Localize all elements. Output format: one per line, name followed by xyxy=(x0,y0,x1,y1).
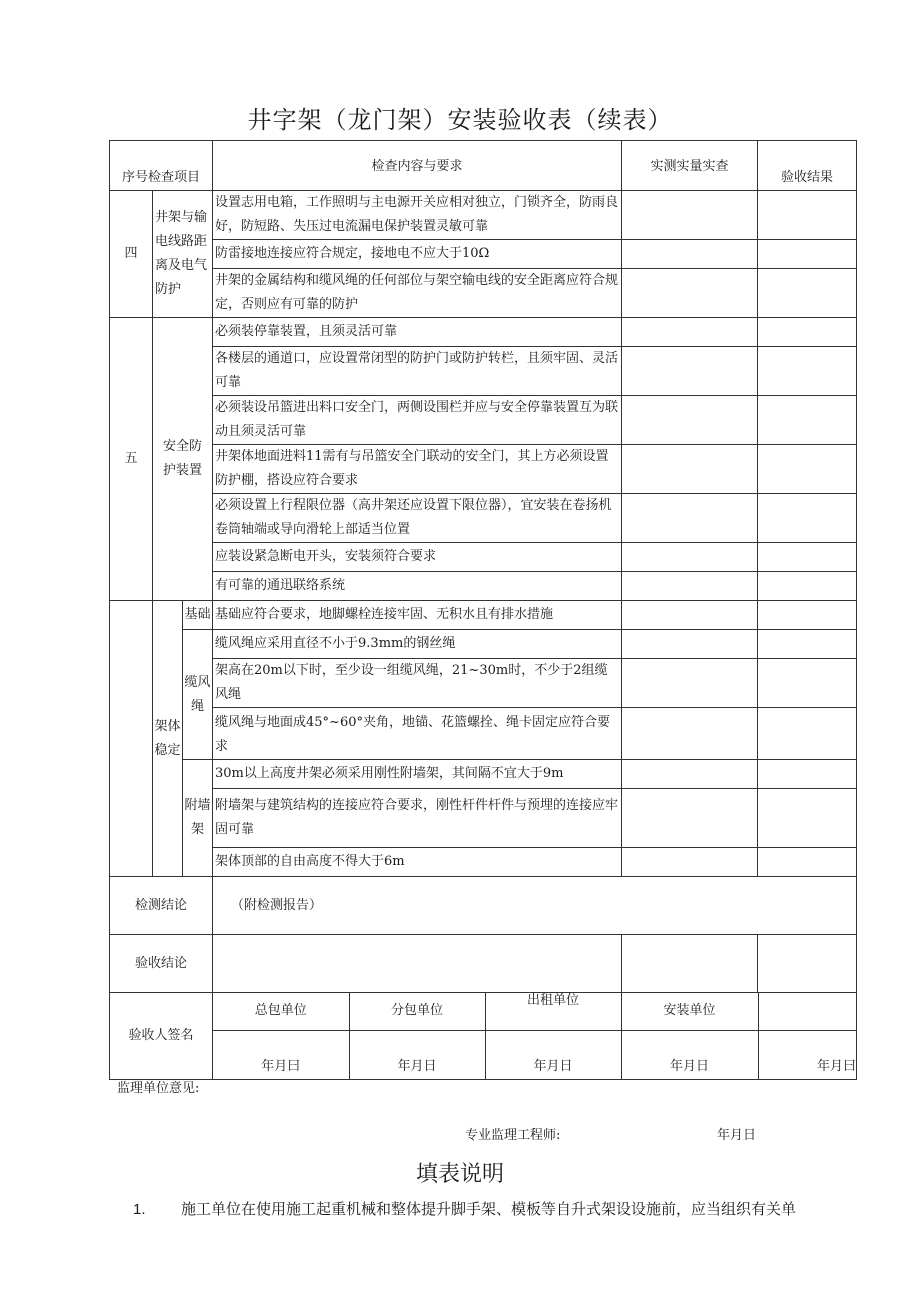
signature-date-1[interactable]: 年月曰 xyxy=(213,1030,349,1079)
detection-label: 检测结论 xyxy=(110,877,213,935)
header-seq-item xyxy=(110,141,213,191)
measured-cell[interactable] xyxy=(622,708,758,760)
measured-cell[interactable] xyxy=(622,543,758,572)
section5-row-7: 有可靠的通迅联络系统 xyxy=(213,572,622,601)
unit-general-contractor: 总包单位 xyxy=(213,993,349,1030)
section4-row-3: 井架的金属结构和缆风绳的任何部位与架空输电线的安全距离应符合规定，否则应有可靠的防护 xyxy=(213,269,622,318)
result-cell[interactable] xyxy=(758,601,857,630)
detection-row xyxy=(110,877,857,935)
acceptance-form-table xyxy=(109,140,857,1080)
table-row xyxy=(110,601,857,630)
section5-row-2: 各楼层的通道口，应设置常闭型的防护门或防护转栏，且须牢固、灵活可靠 xyxy=(213,347,622,396)
measured-cell[interactable] xyxy=(622,318,758,347)
signature-label-cell xyxy=(110,993,213,1080)
unit-installation: 安装单位 xyxy=(621,993,758,1030)
result-cell[interactable] xyxy=(758,708,857,760)
cable-row-3: 缆风绳与地面成45°~60°夹角，地锚、花篮螺拴、绳卡固定应符合要求 xyxy=(213,708,622,760)
result-cell[interactable] xyxy=(758,240,857,269)
wall-row-2: 附墙架与建筑结构的连接应符合要求，刚性杆件杆件与预埋的连接应牢固可靠 xyxy=(213,789,622,848)
section4-row-1: 设置志用电箱，工作照明与主电源开关应相对独立，门锁齐全，防雨良好，防短路、失压过电流漏电保护装置灵敏可靠 xyxy=(213,191,622,240)
table-row xyxy=(110,708,857,760)
note-item-1 xyxy=(133,1198,796,1219)
section4-seq: 四 xyxy=(110,191,153,318)
result-cell[interactable] xyxy=(758,572,857,601)
notes-title: 填表说明 xyxy=(415,1162,504,1187)
section4-row-2: 防雷接地连接应符合规定，接地电不应大于10Ω xyxy=(213,240,622,269)
table-row xyxy=(110,760,857,789)
section6-seq xyxy=(110,601,153,877)
table-row xyxy=(110,848,857,877)
acceptance-value[interactable] xyxy=(213,935,622,993)
signature-date-3[interactable]: 年月日 xyxy=(485,1030,621,1079)
measured-cell[interactable] xyxy=(622,396,758,445)
table-row xyxy=(110,572,857,601)
table-row xyxy=(110,191,857,240)
acceptance-label: 验收结论 xyxy=(110,935,213,993)
measured-cell[interactable] xyxy=(622,494,758,543)
note-item-1-number: 1. xyxy=(133,1201,146,1218)
measured-cell[interactable] xyxy=(622,601,758,630)
result-cell[interactable] xyxy=(758,848,857,877)
result-cell[interactable] xyxy=(758,191,857,240)
table-row xyxy=(110,269,857,318)
supervision-opinion: 监理单位意见: xyxy=(117,1081,200,1096)
page-title: 井字架（龙门架）安装验收表（续表） xyxy=(247,106,673,134)
cable-row-2: 架高在20m以下时，至少设一组缆风绳，21~30m时，不少于2组缆风绳 xyxy=(213,659,622,708)
section5-row-6: 应装设紧急断电开头，安装须符合要求 xyxy=(213,543,622,572)
wall-label: 附墙架 xyxy=(183,760,213,877)
unit-subcontractor: 分包单位 xyxy=(349,993,485,1030)
header-result: 验收结果 xyxy=(758,141,857,191)
header-content: 检查内容与要求 xyxy=(213,141,622,191)
table-row xyxy=(110,347,857,396)
unit-blank xyxy=(758,993,857,1030)
section5-row-4: 井架体地面进料11需有与吊篮安全门联动的安全门，其上方必须设置防护棚，搭设应符合要求 xyxy=(213,445,622,494)
acceptance-row xyxy=(110,935,857,993)
result-cell[interactable] xyxy=(758,760,857,789)
wall-row-3: 架体顶部的自由高度不得大于6m xyxy=(213,848,622,877)
wall-row-1: 30m以上高度井架必须采用刚性附墙架，其间隔不宜大于9m xyxy=(213,760,622,789)
note-item-1-text: 施工单位在使用施工起重机械和整体提升脚手架、模板等自升式架设设施前，应当组织有关单 xyxy=(181,1200,797,1218)
result-cell[interactable] xyxy=(758,494,857,543)
measured-cell[interactable] xyxy=(622,445,758,494)
measured-cell[interactable] xyxy=(622,269,758,318)
table-row xyxy=(110,445,857,494)
section5-seq: 五 xyxy=(110,318,153,601)
result-cell[interactable] xyxy=(758,396,857,445)
foundation-label: 基础 xyxy=(183,601,213,630)
signature-grid xyxy=(213,993,857,1079)
signature-label: 验收人签名 xyxy=(128,1028,194,1043)
table-row xyxy=(110,396,857,445)
signature-date-2[interactable]: 年月日 xyxy=(349,1030,485,1079)
result-cell[interactable] xyxy=(758,630,857,659)
foundation-row: 基础应符合要求，地脚螺栓连接牢固、无积水且有排水措施 xyxy=(213,601,622,630)
header-measured: 实测实量实查 xyxy=(622,141,758,191)
section5-item: 安全防护装置 xyxy=(153,318,213,601)
table-row xyxy=(110,659,857,708)
header-item: 检查项目 xyxy=(148,170,201,185)
unit-rental: 出租单位 xyxy=(485,993,621,1030)
table-row xyxy=(110,240,857,269)
result-cell[interactable] xyxy=(758,269,857,318)
table-row xyxy=(110,318,857,347)
measured-cell[interactable] xyxy=(622,240,758,269)
result-cell[interactable] xyxy=(758,318,857,347)
table-row xyxy=(110,789,857,838)
result-cell[interactable] xyxy=(758,543,857,572)
measured-cell[interactable] xyxy=(622,347,758,396)
supervision-date: 年月日 xyxy=(717,1128,757,1143)
measured-cell[interactable] xyxy=(622,659,758,708)
measured-cell[interactable] xyxy=(622,789,758,848)
result-cell[interactable] xyxy=(758,789,857,848)
signature-grid-cell xyxy=(213,993,857,1080)
signature-date-4[interactable]: 年月日 xyxy=(621,1030,758,1079)
section5-row-5: 必须设置上行程限位器（高井架还应设置下限位器），宜安装在卷扬机卷筒轴端或导向滑轮上部适当位置 xyxy=(213,494,622,543)
measured-cell[interactable] xyxy=(622,572,758,601)
section6-item: 架体稳定 xyxy=(153,601,183,877)
table-row xyxy=(110,494,857,543)
cable-label: 缆风绳 xyxy=(183,630,213,760)
signature-date-5[interactable]: 年月曰 xyxy=(817,1059,857,1074)
measured-cell[interactable] xyxy=(622,760,758,789)
measured-cell[interactable] xyxy=(622,630,758,659)
result-cell[interactable] xyxy=(758,347,857,396)
header-seq: 序号 xyxy=(121,170,148,185)
table-header-row xyxy=(110,141,857,191)
signature-row xyxy=(110,993,857,1080)
result-cell[interactable] xyxy=(758,445,857,494)
table-row xyxy=(110,630,857,659)
acceptance-result[interactable] xyxy=(758,935,857,993)
result-cell[interactable] xyxy=(758,659,857,708)
measured-cell[interactable] xyxy=(622,848,758,877)
detection-value[interactable]: （附检测报告） xyxy=(213,877,857,935)
acceptance-measured[interactable] xyxy=(622,935,758,993)
section4-item: 井架与输电线路距离及电气防护 xyxy=(153,191,213,318)
section5-row-3: 必须装设吊篮进出料口安全门，两侧设围栏并应与安全停靠装置互为联动且须灵活可靠 xyxy=(213,396,622,445)
section5-row-1: 必须装停靠装置，且须灵活可靠 xyxy=(213,318,622,347)
supervision-engineer: 专业监理工程师: xyxy=(465,1128,561,1143)
measured-cell[interactable] xyxy=(622,191,758,240)
table-row xyxy=(110,543,857,572)
cable-row-1: 缆风绳应采用直径不小于9.3mm的钢丝绳 xyxy=(213,630,622,659)
